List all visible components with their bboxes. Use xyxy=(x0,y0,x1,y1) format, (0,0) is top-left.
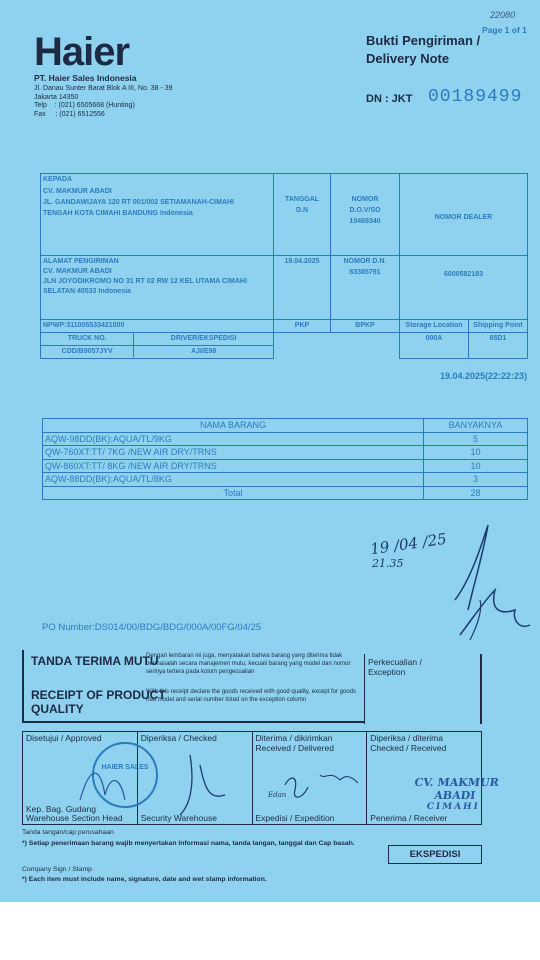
receiver-signature xyxy=(440,520,535,650)
nomor-label: NOMOR xyxy=(351,196,379,203)
do-number: 10489340 xyxy=(349,218,381,225)
shipping-value-cell: 65D1 xyxy=(469,333,528,359)
shipping-label-cell: Shipping Point xyxy=(469,320,528,333)
sig-security-label: Security Warehouse xyxy=(140,813,217,823)
col-banyaknya: BANYAKNYA xyxy=(424,419,528,433)
empty-cell-2 xyxy=(331,333,400,359)
kepada-label: KEPADA xyxy=(43,176,73,183)
driver-label: DRIVER/EKSPEDISI xyxy=(134,333,273,345)
ekspedisi-box: EKSPEDISI xyxy=(388,845,482,864)
alamat-address-2: SELATAN 40533 Indonesia xyxy=(43,288,132,295)
kepada-address-1: JL. GANDAWIJAYA 120 RT 001/002 SETIAMANAH-CIMAHI xyxy=(43,199,234,206)
nomor-dn-cell xyxy=(331,256,400,320)
receipt-title-id: TANDA TERIMA MUTU xyxy=(31,654,159,668)
handwritten-note: Edan xyxy=(268,791,287,799)
bpkp-cell: BPKP xyxy=(331,320,400,333)
truck-driver-table xyxy=(41,333,273,357)
item-qty: 10 xyxy=(424,446,528,460)
nomor-dealer-cell xyxy=(400,174,528,256)
note-requirement-id: *) Setiap penerimaan barang wajib menyertakan informasi nama, tanda tangan, tanggal dan Cap basah. xyxy=(22,840,355,847)
note-company-sign-id: Tanda tangan/cap perusahaan xyxy=(22,829,114,836)
company-name: PT. Haier Sales Indonesia xyxy=(34,73,137,83)
printed-timestamp: 19.04.2025(22:22:23) xyxy=(440,371,528,381)
driver-value: AJI/E98 xyxy=(134,345,273,357)
truck-value: CDD/B9057JYV xyxy=(41,345,134,357)
note-company-sign-en: Company Sign / Stamp xyxy=(22,866,92,873)
tanggal-value-cell xyxy=(274,256,331,320)
title-line-2: Delivery Note xyxy=(366,51,450,66)
exception-box: Perkecualian / Exception xyxy=(364,654,482,724)
info-table xyxy=(40,173,528,359)
table-row xyxy=(43,432,528,446)
item-name: AQW-98DD(BK):AQUA/TL/9KG xyxy=(43,432,424,446)
alamat-cell xyxy=(41,256,274,320)
tanggal-value: 19.04.2025 xyxy=(284,258,320,265)
handwritten-date: 19 /04 /25 xyxy=(369,529,448,559)
empty-cell-1 xyxy=(274,333,331,359)
sig-expedition-label: Expedisi / Expedition xyxy=(255,813,335,823)
table-row xyxy=(43,446,528,460)
makmur-stamp xyxy=(407,776,502,812)
alamat-address-1: JLN JOYODIKROMO NO 31 RT 02 RW 12 KEL UTAMA CIMAHI xyxy=(43,278,247,285)
receipt-title-en-1: RECEIPT OF PRODUCT xyxy=(31,688,166,702)
total-qty: 28 xyxy=(424,486,528,500)
tanggal-cell xyxy=(274,174,331,256)
sig-receiver-label: Penerima / Receiver xyxy=(370,813,448,823)
kepada-name: CV. MAKMUR ABADI xyxy=(43,188,112,195)
storage-label-cell: Storage Location xyxy=(400,320,469,333)
alamat-name: CV. MAKMUR ABADI xyxy=(43,268,112,275)
handwritten-time: 21.35 xyxy=(372,557,404,570)
receipt-text-id: Dengan lembaran ini juga, menyatakan bahwa barang yang diterima tidak bermasalah secara manajemen mutu, kecuali barang yang model dan nomor serinya tertera pada kolom pengecualian xyxy=(146,653,351,675)
storage-value-cell: 000A xyxy=(400,333,469,359)
kepada-cell xyxy=(41,174,274,256)
pkp-cell: PKP xyxy=(274,320,331,333)
title-line-1: Bukti Pengiriman / xyxy=(366,33,481,48)
item-qty: 10 xyxy=(424,459,528,473)
nomor-dn-label: NOMOR D.N. xyxy=(343,258,387,265)
company-address: Jl. Danau Sunter Barat Blok A III, No. 38 - 39 Jakarta 14350 Telp : (021) 6505668 (Hunting) Fax : (021) 6512556 xyxy=(34,85,173,118)
do-label: D.O.V/SO xyxy=(349,207,381,214)
handwritten-top-number: 22080 xyxy=(490,10,516,20)
sig-checked-label: Diperiksa / Checked xyxy=(140,733,217,743)
truck-label: TRUCK NO. xyxy=(41,333,134,345)
page-indicator: Page 1 of 1 xyxy=(482,25,527,35)
sig-checked-received-label: Diperiksa / diterima Checked / Received xyxy=(370,733,447,753)
dn-label: DN : JKT xyxy=(366,93,413,105)
table-row xyxy=(43,459,528,473)
dn-number: 00189499 xyxy=(428,87,523,107)
npwp-cell: NPWP:311005533421000 xyxy=(41,320,274,333)
nomor-dn-value: 83385791 xyxy=(349,269,381,276)
dealer-number: 6000582183 xyxy=(444,271,483,278)
kepada-address-2: TENGAH KOTA CIMAHI BANDUNG Indonesia xyxy=(43,210,193,217)
total-label: Total xyxy=(43,486,424,500)
makmur-stamp-line-1: CV. MAKMUR ABADI xyxy=(413,776,500,802)
receipt-box xyxy=(22,650,364,723)
table-row xyxy=(43,473,528,487)
haier-stamp-text: HAIER SALES xyxy=(101,764,149,771)
tanggal-label: TANGGAL xyxy=(284,196,320,203)
col-nama-barang: NAMA BARANG xyxy=(43,419,424,433)
note-requirement-en: *) Each item must include name, signature, date and wet stamp information. xyxy=(22,876,267,883)
document-title xyxy=(366,32,480,68)
items-table xyxy=(42,418,528,500)
item-name: QW-760XT:TT/ 7KG /NEW AIR DRY/TRNS xyxy=(43,446,424,460)
item-name: AQW-88DD(BK):AQUA/TL/8KG xyxy=(43,473,424,487)
dealer-number-cell xyxy=(400,256,528,320)
alamat-label: ALAMAT PENGIRIMAN xyxy=(43,258,119,265)
nomor-dealer-label: NOMOR DEALER xyxy=(434,214,493,221)
makmur-stamp-line-2: CIMAHI xyxy=(425,802,481,812)
haier-logo: Haier xyxy=(34,30,130,74)
item-name: QW-860XT:TT/ 8KG /NEW AIR DRY/TRNS xyxy=(43,459,424,473)
item-qty: 5 xyxy=(424,432,528,446)
sig-approved-label: Disetujui / Approved xyxy=(26,733,102,743)
dn-sub-label: D.N xyxy=(295,207,309,214)
sig-received-label: Diterima / dikirimkan Received / Delivered xyxy=(255,733,334,753)
receipt-title-en-2: QUALITY xyxy=(31,702,84,716)
nomor-cell xyxy=(331,174,400,256)
po-number: PO Number:DS014/00/BDG/BDG/000A/00FG/04/25 xyxy=(42,622,262,633)
receipt-text-en: With this receipt declare the goods received with good quality, except for goods that model and serial number listed on the exception column xyxy=(146,689,357,703)
item-qty: 3 xyxy=(424,473,528,487)
truck-driver-cell xyxy=(41,333,274,359)
sig-warehouse-head-label: Kep. Bag. Gudang Warehouse Section Head xyxy=(26,804,123,823)
